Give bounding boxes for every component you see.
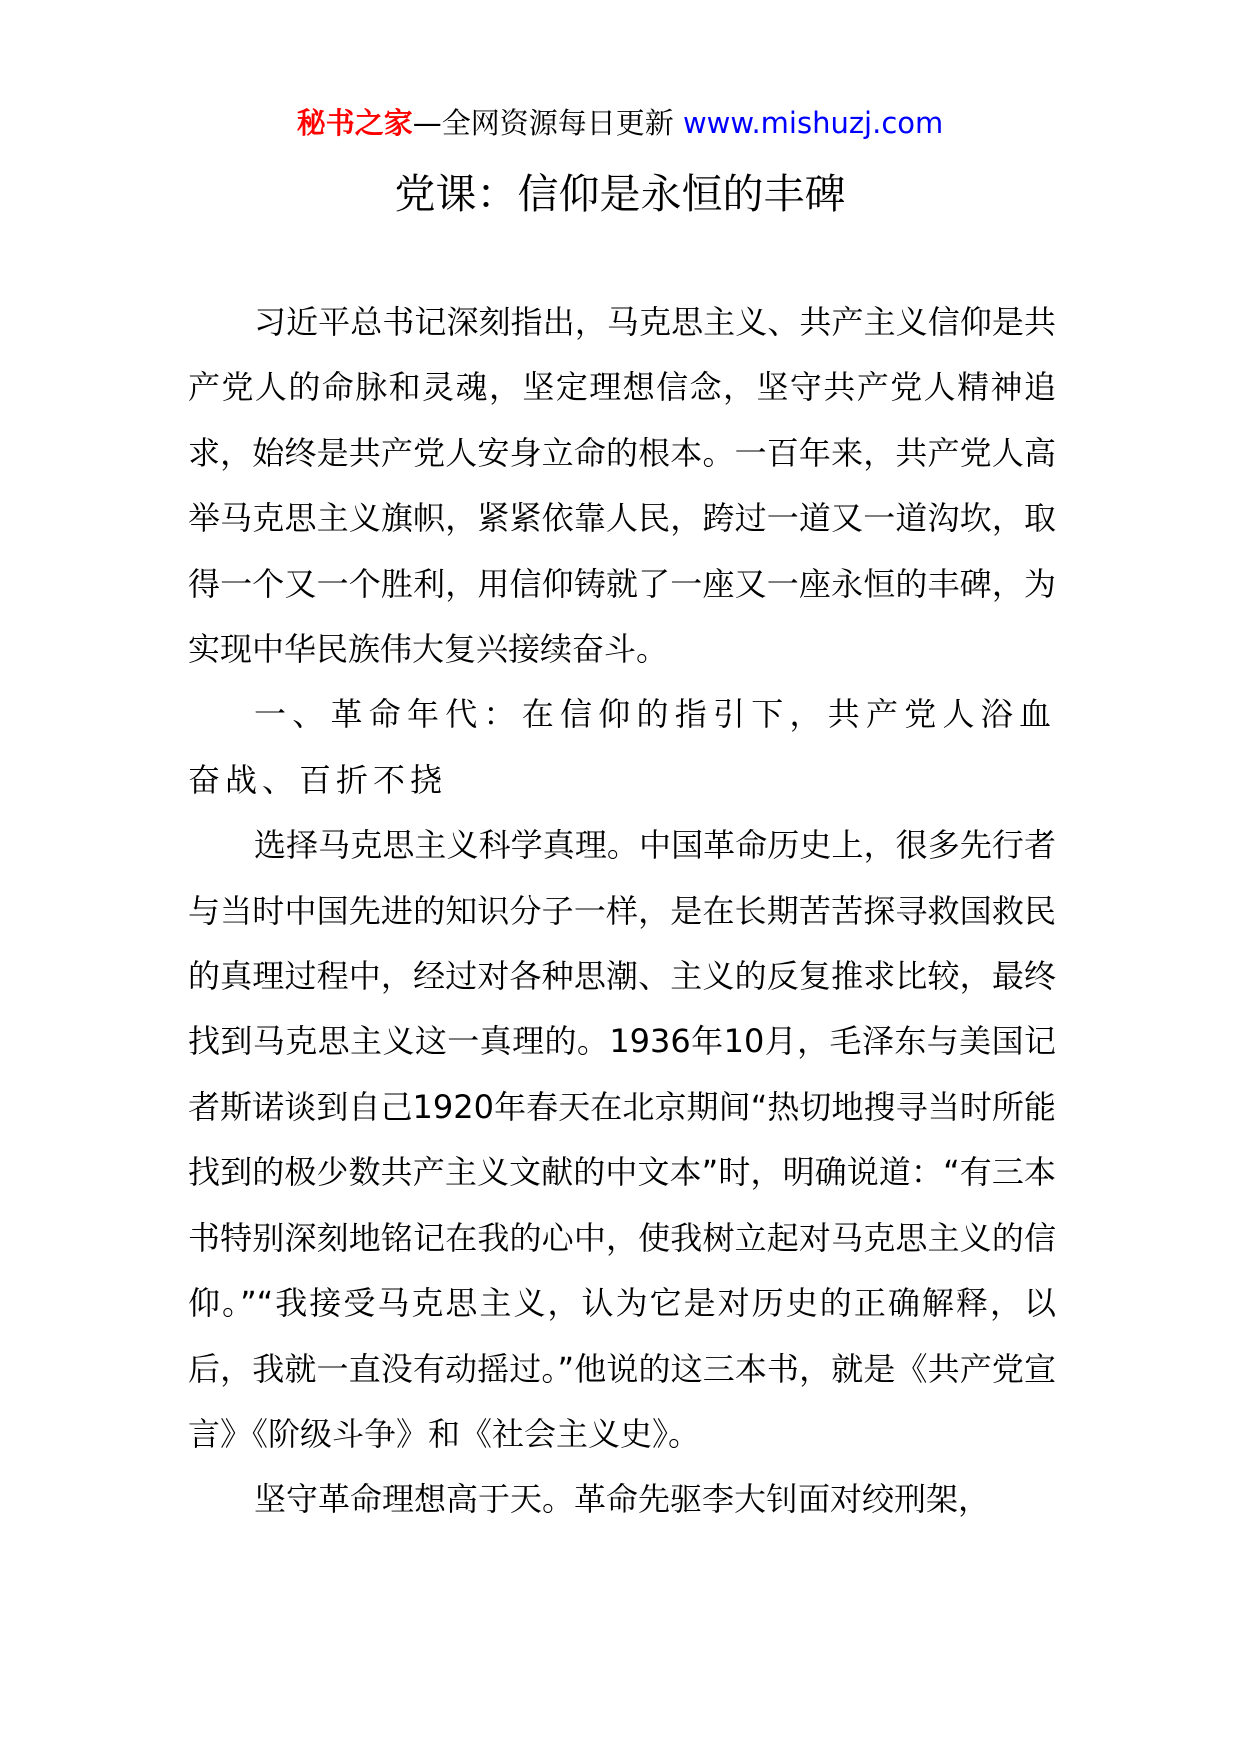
paragraph-intro: 习近平总书记深刻指出，马克思主义、共产主义信仰是共产党人的命脉和灵魂，坚定理想信念，坚守共产党人精神追求，始终是共产党人安身立命的根本。一百年来，共产党人高举马克思主义旗帜，紧紧依靠人民，跨过一道又一道沟坎，取得一个又一个胜利，用信仰铸就了一座又一座永恒的丰碑，为实现中华民族伟大复兴接续奋斗。 — [188, 303, 1056, 669]
document-body — [188, 290, 1056, 1533]
site-slogan: —全网资源每日更新 — [412, 106, 683, 140]
site-url-link[interactable]: www.mishuzj.com — [682, 106, 944, 140]
document-title: 党课：信仰是永恒的丰碑 — [394, 170, 846, 218]
site-header — [0, 103, 1240, 143]
site-name: 秘书之家 — [296, 106, 413, 140]
section-heading-1: 一、革命年代：在信仰的指引下，共产党人浴血奋战、百折不挠 — [188, 695, 1056, 799]
paragraph-marxism-choice: 选择马克思主义科学真理。中国革命历史上，很多先行者与当时中国先进的知识分子一样，是在长期苦苦探寻救国救民的真理过程中，经过对各种思潮、主义的反复推求比较，最终找到马克思主义这一真理的。1936年10月，毛泽东与美国记者斯诺谈到自己1920年春天在北京期间“热切地搜寻当时所能找到的极少数共产主义文献的中文本”时，明确说道：“有三本书特别深刻地铭记在我的心中，使我树立起对马克思主义的信仰。”“我接受马克思主义，认为它是对历史的正确解释，以后，我就一直没有动摇过。”他说的这三本书，就是《共产党宣言》《阶级斗争》和《社会主义史》。 — [188, 826, 1056, 1453]
paragraph-revolutionary-ideal: 坚守革命理想高于天。革命先驱李大钊面对绞刑架， — [254, 1480, 991, 1519]
